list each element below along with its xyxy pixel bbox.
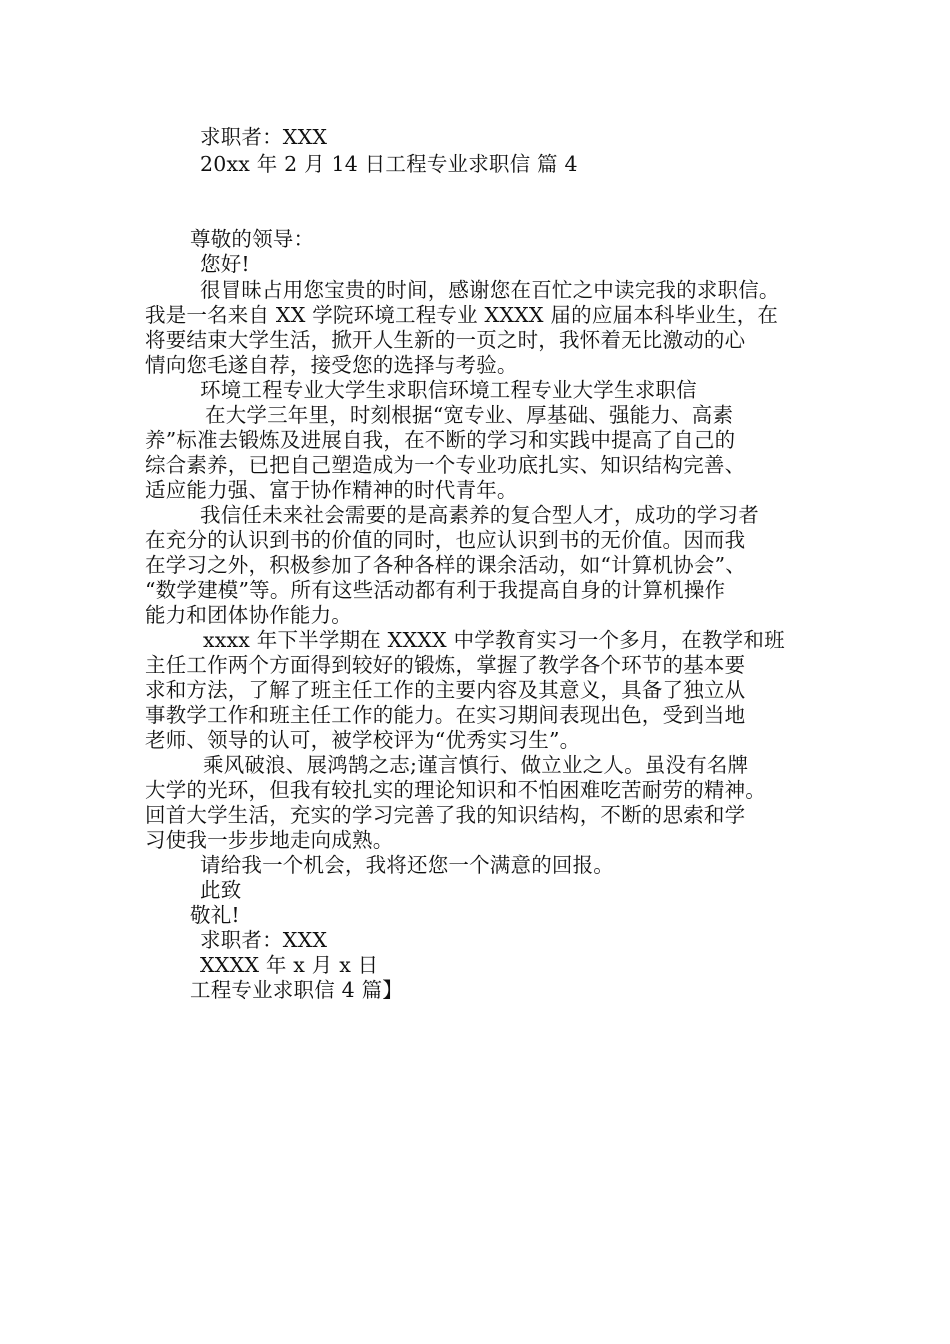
body-line: 很冒昧占用您宝贵的时间，感谢您在百忙之中读完我的求职信。	[200, 278, 780, 302]
body-line: 养”标准去锻炼及进展自我，在不断的学习和实践中提高了自己的	[145, 428, 736, 452]
body-line: 在学习之外，积极参加了各种各样的课余活动，如“计算机协会”、	[145, 553, 746, 577]
body-line: 回首大学生活，充实的学习完善了我的知识结构，不断的思索和学	[145, 803, 746, 827]
body-line: 将要结束大学生活，掀开人生新的一页之时，我怀着无比激动的心	[145, 328, 746, 352]
body-line: 习使我一步步地走向成熟。	[145, 828, 394, 852]
body-line: 情向您毛遂自荐，接受您的选择与考验。	[145, 353, 518, 377]
closing-line: 此致	[200, 878, 242, 902]
salutation: 尊敬的领导：	[190, 227, 315, 251]
body-line: 老师、领导的认可，被学校评为“优秀实习生”。	[145, 728, 581, 752]
body-line: 事教学工作和班主任工作的能力。在实习期间表现出色，受到当地	[145, 703, 746, 727]
body-line: 环境工程专业大学生求职信环境工程专业大学生求职信	[200, 378, 697, 402]
signature-line: 求职者：XXX	[200, 928, 328, 952]
body-line: 适应能力强、富于协作精神的时代青年。	[145, 478, 518, 502]
footer-title: 工程专业求职信 4 篇】	[190, 978, 403, 1002]
signature-line-top: 求职者：XXX	[200, 125, 328, 149]
greeting: 您好!	[200, 252, 250, 276]
date-line: XXXX 年 x 月 x 日	[200, 953, 379, 977]
closing-salute: 敬礼!	[190, 903, 240, 927]
body-line: 求和方法，了解了班主任工作的主要内容及其意义，具备了独立从	[145, 678, 746, 702]
body-line: 在大学三年里，时刻根据“宽专业、厚基础、强能力、高素	[205, 403, 734, 427]
body-line: 主任工作两个方面得到较好的锻炼，掌握了教学各个环节的基本要	[145, 653, 746, 677]
body-line: xxxx 年下半学期在 XXXX 中学教育实习一个多月，在教学和班	[203, 628, 785, 652]
body-line: 综合素养，已把自己塑造成为一个专业功底扎实、知识结构完善、	[145, 453, 746, 477]
body-line: 我是一名来自 XX 学院环境工程专业 XXXX 届的应届本科毕业生，在	[145, 303, 779, 327]
body-line: “数学建模”等。所有这些活动都有利于我提高自身的计算机操作	[145, 578, 726, 602]
body-line: 能力和团体协作能力。	[145, 603, 352, 627]
body-line: 我信任未来社会需要的是高素养的复合型人才，成功的学习者	[200, 503, 759, 527]
section-heading: 20xx 年 2 月 14 日工程专业求职信 篇 4	[200, 152, 578, 176]
body-line: 大学的光环，但我有较扎实的理论知识和不怕困难吃苦耐劳的精神。	[145, 778, 766, 802]
body-line: 请给我一个机会，我将还您一个满意的回报。	[200, 853, 614, 877]
body-line: 乘风破浪、展鸿鹄之志;谨言慎行、做立业之人。虽没有名牌	[203, 753, 749, 777]
body-line: 在充分的认识到书的价值的同时，也应认识到书的无价值。因而我	[145, 528, 746, 552]
